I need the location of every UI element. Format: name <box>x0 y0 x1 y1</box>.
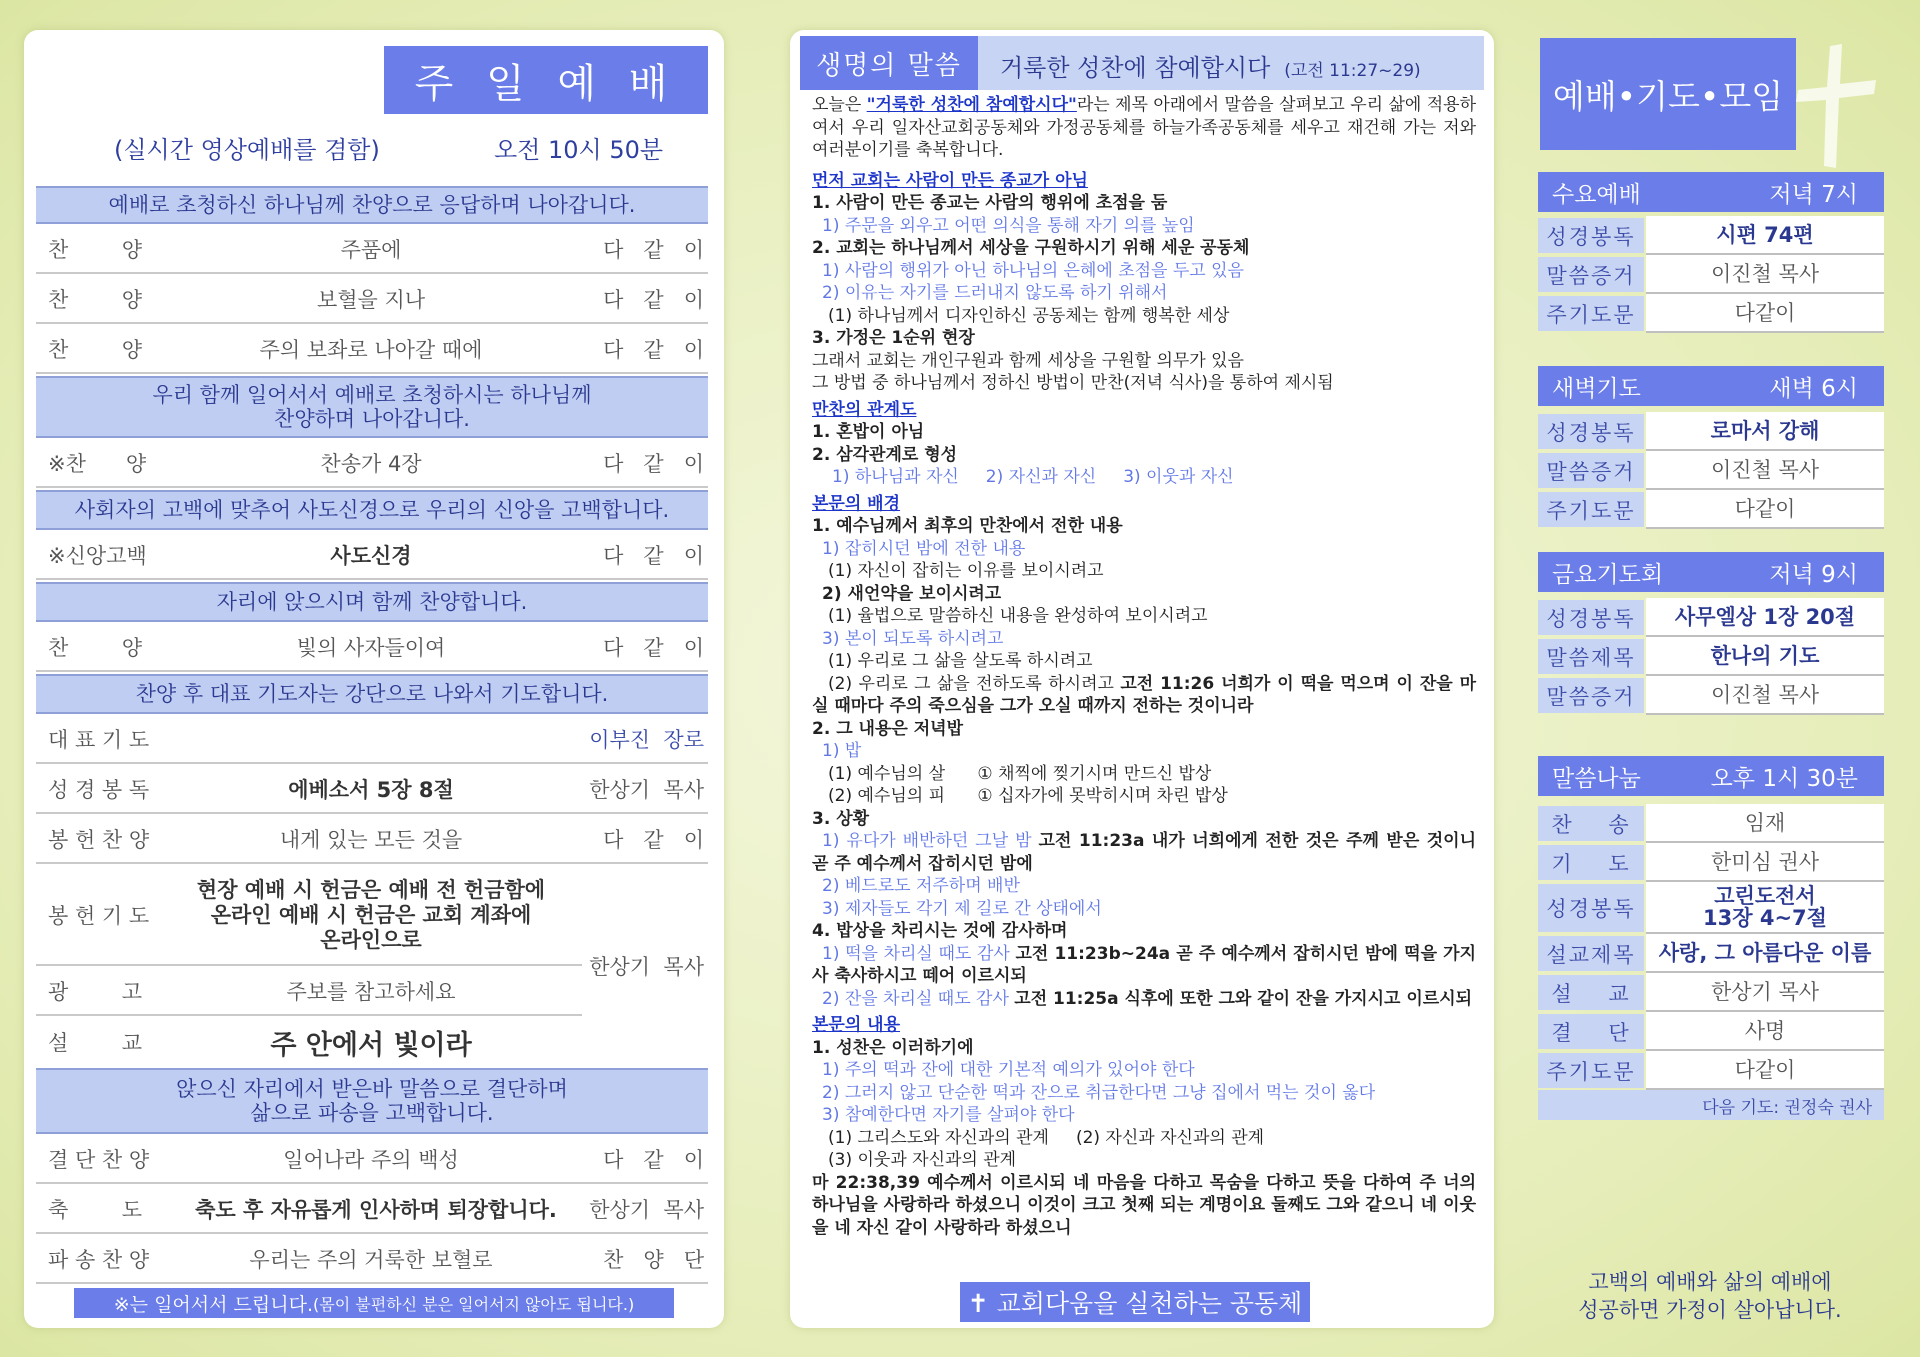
row-key: 기 도 <box>1538 845 1644 880</box>
instruction-band <box>36 186 708 224</box>
sermon-title: 주 안에서 빛이라 <box>270 1029 472 1061</box>
sermon-intro <box>812 94 1476 162</box>
outline-item: 1) 주의 떡과 잔에 대한 기본적 예의가 있어야 한다 <box>822 1060 1195 1080</box>
sermon-header <box>800 36 1484 90</box>
outline-item: 2) 베드로도 저주하며 배반 <box>822 876 1020 896</box>
row-item-line: 온라인으로 <box>320 927 422 952</box>
outline-text: 2) 잔을 차리실 때도 감사 <box>822 988 1015 1009</box>
outline-text: 1) 떡을 차리실 때도 감사 <box>822 943 1016 964</box>
outline-item: 1. 성찬은 이러하기에 <box>812 1037 974 1058</box>
outline-item: 1. 예수님께서 최후의 만찬에서 전한 내용 <box>812 516 1123 536</box>
outline-item <box>812 943 1476 988</box>
outline-item: 1. 사람이 만든 종교는 사람의 행위에 초점을 둠 <box>812 193 1168 213</box>
row-key: 결 단 <box>1538 1014 1644 1049</box>
schedule-title: 예배•기도•모임 <box>1540 38 1796 150</box>
block-header <box>1538 172 1884 212</box>
row-value: 한나의 기도 <box>1646 637 1884 676</box>
row-role: 축 도 <box>48 1198 142 1222</box>
row-value-line: 13장 4~7절 <box>1703 906 1827 930</box>
block-time: 새벽 6시 <box>1769 375 1858 402</box>
order-row <box>36 716 708 764</box>
row-who: 다 같 이 <box>603 338 704 362</box>
row-item: 우리는 주의 거룩한 보혈로 <box>249 1248 493 1272</box>
outline-item: (1) 우리로 그 삶을 살도록 하시려고 <box>828 651 1093 671</box>
outline-text: 1) 유다가 배반하던 그날 밤 <box>822 831 1039 851</box>
outline-item: 1) 잡히시던 밤에 전한 내용 <box>822 538 1026 559</box>
outline-text: (2) 우리로 그 삶을 전하도록 하시려고 <box>828 673 1121 694</box>
row-value <box>1646 882 1884 934</box>
verse-text: 고전 11:26 너희가 이 떡을 먹으며 이 잔을 마실 때마다 주의 죽으심을 그가 오실 때까지 전하는 것이니라 <box>812 673 1476 716</box>
row-item: 에베소서 5장 8절 <box>288 778 454 802</box>
schedule-row <box>1538 934 1884 973</box>
outline-item: 2. 그 내용은 저녁밥 <box>812 718 963 739</box>
row-role: 찬 양 <box>48 636 142 660</box>
verse-text: 고전 11:23a 내가 너희에게 전한 것은 주께 받은 것이니 곧 주 예수께서 잡히시던 밤에 <box>812 831 1477 874</box>
block-time: 오후 1시 30분 <box>1710 765 1858 792</box>
order-row <box>36 532 708 580</box>
outline-item: (3) 이웃과 자신과의 관계 <box>828 1150 1017 1170</box>
outline-item: 3) 본이 되도록 하시려고 <box>822 628 1004 649</box>
row-who: 다 같 이 <box>603 828 704 852</box>
row-value: 다같이 <box>1646 1051 1884 1090</box>
row-value: 사명 <box>1646 1012 1884 1051</box>
outline-item: 1) 사람의 행위가 아닌 하나님의 은혜에 초점을 두고 있음 <box>822 260 1244 281</box>
row-value: 사랑, 그 아름다운 이름 <box>1646 934 1884 973</box>
closing-line: 고백의 예배와 삶의 예배에 <box>1588 1270 1832 1294</box>
outline-item: (1) 그리스도와 자신과의 관계 (2) 자신과 자신과의 관계 <box>828 1127 1265 1148</box>
outline-item: 1) 밥 <box>822 741 862 761</box>
row-role: 찬 양 <box>48 238 142 262</box>
row-value: 이진철 목사 <box>1646 676 1884 715</box>
band-text: 찬양 후 대표 기도자는 강단으로 나와서 기도합니다. <box>135 682 609 706</box>
row-role: 파 송 찬 양 <box>48 1248 150 1272</box>
row-role: 결 단 찬 양 <box>48 1148 150 1172</box>
row-value: 로마서 강해 <box>1646 412 1884 451</box>
order-row <box>36 276 708 324</box>
outline-item: 3. 가정은 1순위 현장 <box>812 328 975 348</box>
outline-item: (1) 자신이 잡히는 이유를 보이시려고 <box>828 561 1104 581</box>
row-key: 주기도문 <box>1538 492 1644 527</box>
sermon-title <box>1000 48 1421 83</box>
block-header <box>1538 552 1884 592</box>
row-who: 찬 양 단 <box>603 1248 704 1272</box>
row-value: 다같이 <box>1646 294 1884 333</box>
row-value: 한상기 목사 <box>1646 973 1884 1012</box>
intro-quote: "거룩한 성찬에 참예합시다" <box>866 95 1077 115</box>
row-key: 주기도문 <box>1538 296 1644 331</box>
band-text: 자리에 앉으시며 함께 찬양합니다. <box>216 590 528 614</box>
schedule-row <box>1538 973 1884 1012</box>
row-key: 말씀증거 <box>1538 678 1644 713</box>
instruction-band <box>36 1068 708 1134</box>
block-time: 저녁 9시 <box>1769 561 1858 588</box>
merged-who: 한상기 목사 <box>589 955 704 979</box>
instruction-band <box>36 674 708 714</box>
band-text: 앉으신 자리에서 받은바 말씀으로 결단하며 <box>176 1077 568 1101</box>
outline-item: (2) 예수님의 피 ① 십자가에 못박히시며 차린 밥상 <box>828 786 1228 806</box>
outline-item: (1) 예수님의 살 ① 채찍에 찢기시며 만드신 밥상 <box>828 763 1212 784</box>
row-who: 이부진 장로 <box>589 728 704 752</box>
standing-note <box>74 1288 674 1318</box>
worship-time: 오전 10시 50분 <box>494 136 664 164</box>
block-time: 저녁 7시 <box>1769 181 1858 208</box>
row-role: ※찬 양 <box>48 452 147 476</box>
order-row <box>36 1186 708 1234</box>
section-heading: 본문의 배경 <box>812 493 901 514</box>
row-item: 빛의 사자들이여 <box>296 636 446 660</box>
row-item <box>186 866 556 964</box>
outline-item: 4. 밥상을 차리시는 것에 감사하며 <box>812 921 1068 941</box>
order-row <box>36 624 708 672</box>
order-row <box>36 1136 708 1184</box>
row-item: 내게 있는 모든 것을 <box>279 828 463 852</box>
row-value: 한미심 권사 <box>1646 843 1884 882</box>
row-item: 주품에 <box>340 238 402 262</box>
outline-item: 2. 삼각관계로 형성 <box>812 444 958 465</box>
outline-item: 2. 교회는 하나님께서 세상을 구원하시기 위해 세운 공동체 <box>812 238 1250 258</box>
band-text: 우리 함께 일어서서 예배로 초청하시는 하나님께 <box>152 383 592 407</box>
row-who: 다 같 이 <box>603 452 704 476</box>
instruction-band <box>36 582 708 622</box>
row-who: 다 같 이 <box>603 636 704 660</box>
sermon-title-text: 거룩한 성찬에 참예합시다 <box>1000 54 1271 82</box>
row-value-line: 고린도전서 <box>1714 884 1816 908</box>
order-row <box>36 766 708 814</box>
block-name: 말씀나눔 <box>1552 765 1641 792</box>
row-item: 주의 보좌로 나아갈 때에 <box>259 338 483 362</box>
block-header <box>1538 366 1884 406</box>
band-text: 예배로 초청하신 하나님께 찬양으로 응답하며 나아갑니다. <box>108 193 636 217</box>
next-prayer-note: 다음 기도: 권정숙 권사 <box>1538 1090 1884 1120</box>
schedule-row <box>1538 804 1884 843</box>
row-role: 찬 양 <box>48 338 142 362</box>
row-key: 말씀제목 <box>1538 639 1644 674</box>
schedule-row <box>1538 216 1884 255</box>
section-heading: 본문의 내용 <box>812 1015 901 1035</box>
outline-item: 2) 이유는 자기를 드러내지 않도록 하기 위해서 <box>822 283 1168 303</box>
outline-item: 3) 참예한다면 자기를 살펴야 한다 <box>822 1105 1075 1125</box>
schedule-row <box>1538 1051 1884 1090</box>
outline-item <box>812 673 1476 718</box>
order-row <box>36 326 708 374</box>
sermon-body <box>812 94 1476 1239</box>
row-item: 보혈을 지나 <box>316 288 426 312</box>
order-row <box>36 1236 708 1284</box>
row-item: 축도 후 자유롭게 인사하며 퇴장합니다. <box>195 1198 557 1222</box>
schedule-row <box>1538 676 1884 715</box>
outline-item: 3. 상황 <box>812 808 870 829</box>
row-value: 임재 <box>1646 804 1884 843</box>
outline-item: 1. 혼밥이 아님 <box>812 422 925 442</box>
row-key: 설교제목 <box>1538 936 1644 971</box>
outline-item: (1) 율법으로 말씀하신 내용을 완성하여 보이시려고 <box>828 606 1208 626</box>
cross-icon <box>1790 40 1880 170</box>
row-key: 성경봉독 <box>1538 884 1644 932</box>
section-heading: 먼저 교회는 사람이 만든 종교가 아님 <box>812 170 1088 191</box>
row-key: 성경봉독 <box>1538 414 1644 449</box>
row-role: 성 경 봉 독 <box>48 778 150 802</box>
row-key: 말씀증거 <box>1538 453 1644 488</box>
verse-text: 마 22:38,39 예수께서 이르시되 네 마음을 다하고 목숨을 다하고 뜻을 다하여 주 너의 하나님을 사랑하라 하셨으니 이것이 크고 첫째 되는 계명이요 둘째도 그와 같으니 네 이웃을 네 자신 같이 사랑하라 하셨으니 <box>812 1172 1476 1238</box>
row-who: 다 같 이 <box>603 238 704 262</box>
row-key: 설 교 <box>1538 975 1644 1010</box>
outline-item <box>812 988 1476 1011</box>
section-heading: 만찬의 관계도 <box>812 399 917 420</box>
community-motto: ✝ 교회다움을 실천하는 공동체 <box>960 1282 1310 1322</box>
row-value: 이진철 목사 <box>1646 255 1884 294</box>
order-row <box>36 968 582 1016</box>
outline-item: 그 방법 중 하나님께서 정하신 방법이 만찬(저녁 식사)을 통하여 제시됨 <box>812 373 1334 393</box>
verse-text: 고전 11:25a 식후에 또한 그와 같이 잔을 가지시고 이르시되 <box>1014 988 1473 1009</box>
schedule-row <box>1538 490 1884 529</box>
row-item-line: 온라인 예배 시 헌금은 교회 계좌에 <box>210 902 532 927</box>
row-role: 설 교 <box>48 1031 142 1055</box>
row-item-line: 현장 예배 시 헌금은 예배 전 헌금함에 <box>196 877 546 902</box>
intro-text: 오늘은 <box>812 95 867 115</box>
row-role: 광 고 <box>48 980 142 1004</box>
closing-message <box>1540 1268 1880 1324</box>
schedule-row <box>1538 843 1884 882</box>
intro-text: 라는 제목 아래에서 말씀을 살펴보고 우리 삶에 적용하여서 우리 일자산교회공동체와 가정공동체를 하늘가족공동체를 세우고 재건해 가는 저와 여러분이기를 축복합니다. <box>812 95 1476 160</box>
instruction-band <box>36 490 708 530</box>
block-name: 수요예배 <box>1552 181 1641 208</box>
worship-note: (실시간 영상예배를 겸함) <box>114 136 380 164</box>
worship-title: 주 일 예 배 <box>384 46 708 114</box>
wednesday-service <box>1538 172 1884 333</box>
row-key: 말씀증거 <box>1538 257 1644 292</box>
band-text: 삶으로 파송을 고백합니다. <box>250 1101 494 1125</box>
row-value: 시편 74편 <box>1646 216 1884 255</box>
standing-note-sub: (몸이 불편하신 분은 일어서지 않아도 됩니다.) <box>313 1294 635 1314</box>
closing-line: 성공하면 가정이 살아납니다. <box>1578 1298 1842 1322</box>
outline-item <box>812 830 1476 875</box>
band-text: 찬양하며 나아갑니다. <box>274 407 470 431</box>
order-row <box>36 816 708 864</box>
row-key: 성경봉독 <box>1538 600 1644 635</box>
row-value: 사무엘상 1장 20절 <box>1646 598 1884 637</box>
dawn-prayer <box>1538 366 1884 529</box>
row-value: 이진철 목사 <box>1646 451 1884 490</box>
row-value: 다같이 <box>1646 490 1884 529</box>
sermon-tag: 생명의 말씀 <box>800 36 978 90</box>
outline-item: 2) 그러지 않고 단순한 떡과 잔으로 취급한다면 그냥 집에서 먹는 것이 옳다 <box>822 1082 1376 1103</box>
row-key: 찬 송 <box>1538 806 1644 841</box>
row-role: 봉 헌 찬 양 <box>48 828 150 852</box>
row-role: 대 표 기 도 <box>48 728 150 752</box>
row-who: 한상기 목사 <box>589 1198 704 1222</box>
row-key: 주기도문 <box>1538 1053 1644 1088</box>
friday-prayer <box>1538 552 1884 715</box>
row-who: 한상기 목사 <box>589 778 704 802</box>
sermon-ref: (고전 11:27~29) <box>1284 61 1421 81</box>
schedule-row <box>1538 598 1884 637</box>
sermon-panel <box>790 30 1494 1328</box>
outline-item: 2) 새언약을 보이시려고 <box>822 583 1002 604</box>
block-name: 금요기도회 <box>1552 561 1664 588</box>
schedule-row <box>1538 451 1884 490</box>
row-item: 사도신경 <box>330 544 412 568</box>
outline-item: 1) 주문을 외우고 어떤 의식을 통해 자기 의를 높임 <box>822 215 1195 236</box>
instruction-band <box>36 376 708 438</box>
row-role: ※신앙고백 <box>48 544 147 568</box>
order-row <box>36 1018 582 1066</box>
outline-item: 1) 하나님과 자신 2) 자신과 자신 3) 이웃과 자신 <box>832 467 1234 487</box>
block-header <box>1538 756 1884 796</box>
row-who: 다 같 이 <box>603 1148 704 1172</box>
schedule-row <box>1538 412 1884 451</box>
order-row <box>36 866 582 966</box>
row-key: 성경봉독 <box>1538 218 1644 253</box>
schedule-row <box>1538 1012 1884 1051</box>
schedule-row <box>1538 637 1884 676</box>
band-text: 사회자의 고백에 맞추어 사도신경으로 우리의 신앙을 고백합니다. <box>74 498 670 522</box>
row-item: 주보를 참고하세요 <box>286 980 456 1004</box>
schedule-row <box>1538 255 1884 294</box>
outline-item: (1) 하나님께서 디자인하신 공동체는 함께 행복한 세상 <box>828 305 1230 326</box>
row-who: 다 같 이 <box>603 544 704 568</box>
row-item: 찬송가 4장 <box>320 452 422 476</box>
order-row <box>36 440 708 488</box>
worship-order-panel <box>24 30 724 1328</box>
schedule-row <box>1538 294 1884 333</box>
row-who: 다 같 이 <box>603 288 704 312</box>
row-role: 봉 헌 기 도 <box>48 904 150 928</box>
word-sharing <box>1538 756 1884 1120</box>
outline-item: 그래서 교회는 개인구원과 함께 세상을 구원할 의무가 있음 <box>812 350 1244 371</box>
outline-item: 3) 제자들도 각기 제 길로 간 상태에서 <box>822 898 1102 919</box>
row-role: 찬 양 <box>48 288 142 312</box>
row-item <box>186 716 556 762</box>
verse-text: 고전 11:23b~24a 곧 주 예수께서 잡히시던 밤에 떡을 가지사 축사하시고 떼어 이르시되 <box>812 943 1476 986</box>
order-row <box>36 226 708 274</box>
standing-note-main: ※는 일어서서 드립니다. <box>113 1293 313 1316</box>
schedule-row <box>1538 882 1884 934</box>
row-item: 일어나라 주의 백성 <box>283 1148 459 1172</box>
block-name: 새벽기도 <box>1552 375 1641 402</box>
